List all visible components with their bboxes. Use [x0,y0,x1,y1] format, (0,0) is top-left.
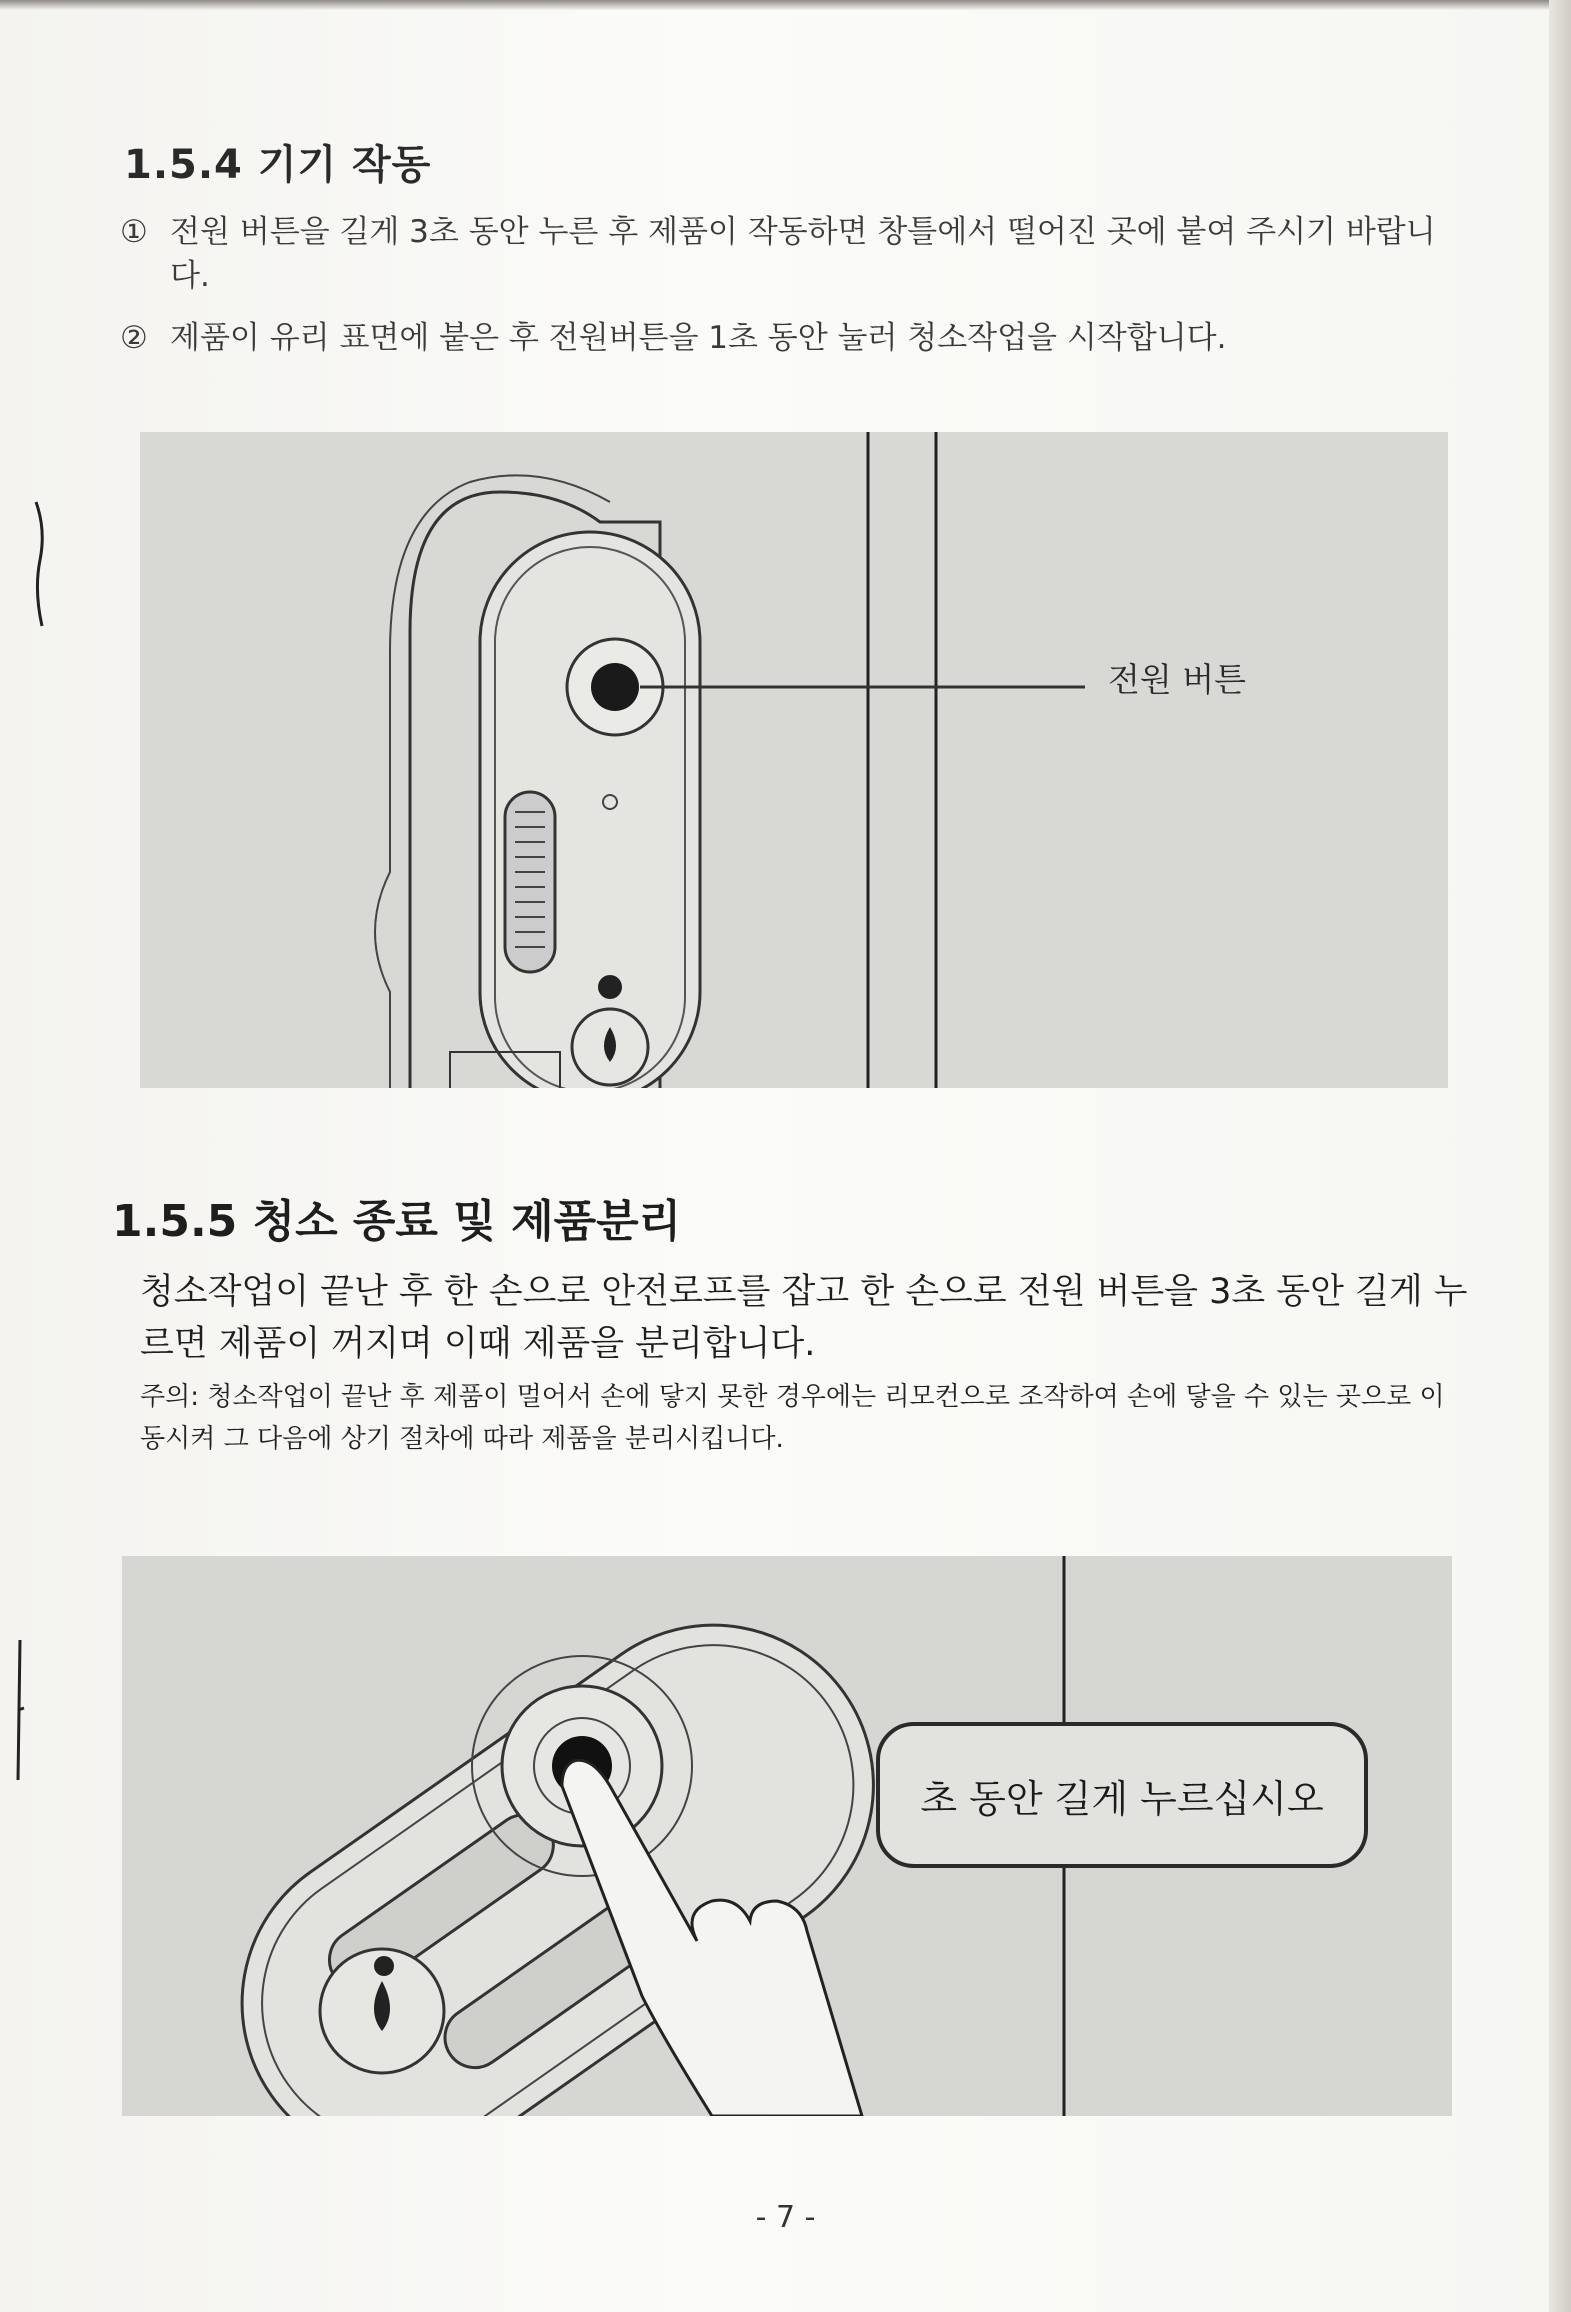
step-item-1 [120,210,1480,298]
step-text: 전원 버튼을 길게 3초 동안 누른 후 제품이 작동하면 창틀에서 떨어진 곳에 붙여 주시기 바랍니다. [170,214,1436,294]
page-number: - 7 - [755,2200,816,2235]
caution-note: 주의: 청소작업이 끝난 후 제품이 멀어서 손에 닿지 못한 경우에는 리모컨으로 조작하여 손에 닿을 수 있는 곳으로 이동시켜 그 다음에 상기 절차에 따라 제품을 분리시킵니다. [140,1382,1445,1454]
step-item-2 [120,316,1480,360]
section-title-154: 1.5.4 기기 작동 [124,142,432,188]
margin-bracket-mark [8,1630,38,1790]
section-title-155: 1.5.5 청소 종료 및 제품분리 [112,1196,682,1247]
margin-bracket-mark [28,490,58,640]
section-body-text: 청소작업이 끝난 후 한 손으로 안전로프를 잡고 한 손으로 전원 버튼을 3초 동안 길게 누르면 제품이 꺼지며 이때 제품을 분리합니다. [140,1272,1468,1364]
step-text: 제품이 유리 표면에 붙은 후 전원버튼을 1초 동안 눌러 청소작업을 시작합니다. [170,320,1227,356]
hold-instruction-bubble: 초 동안 길게 누르십시오 [876,1722,1368,1868]
page-edge-top [0,0,1571,10]
step-number: ① [120,214,148,250]
robot-side-illustration [140,432,1448,1088]
page-edge-right [1549,0,1571,2312]
figure-power-button [140,432,1448,1088]
power-button-label: 전원 버튼 [1108,660,1247,699]
step-number: ② [120,320,148,356]
